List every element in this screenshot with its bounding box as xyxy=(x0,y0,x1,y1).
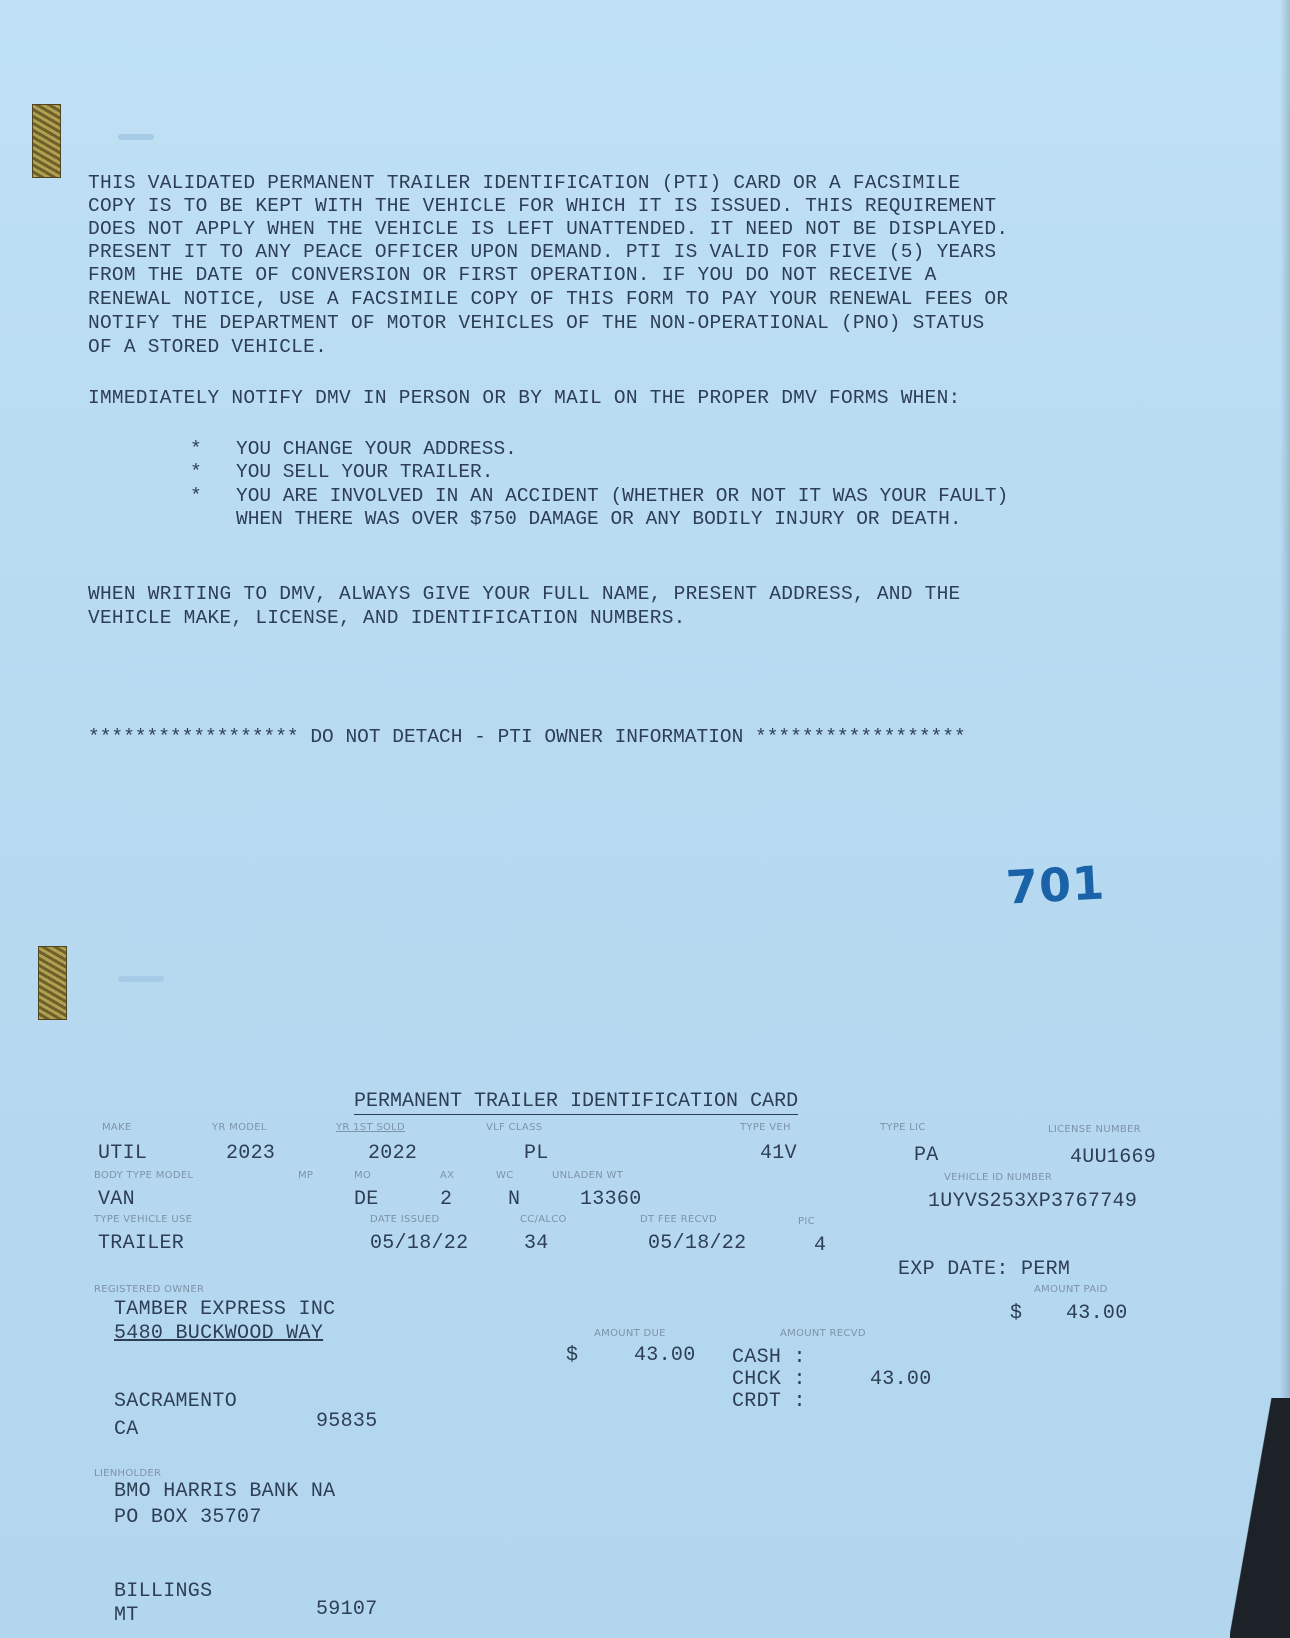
value-mo: DE xyxy=(354,1188,379,1211)
list-item xyxy=(190,438,1008,461)
notice-line: PRESENT IT TO ANY PEACE OFFICER UPON DEMAND. PTI IS VALID FOR FIVE (5) YEARS xyxy=(88,241,997,263)
cash-label: CASH : xyxy=(732,1346,806,1369)
owner-city: SACRAMENTO xyxy=(114,1390,238,1413)
crdt-label: CRDT : xyxy=(732,1390,806,1413)
label-unladen-wt: UNLADEN WT xyxy=(552,1170,624,1181)
label-ax: AX xyxy=(440,1170,455,1181)
label-pic: PIC xyxy=(798,1216,815,1227)
bullet-text: YOU SELL YOUR TRAILER. xyxy=(236,461,494,484)
bullet-star: * xyxy=(190,461,202,484)
value-wc: N xyxy=(508,1188,521,1211)
value-type-veh: 41V xyxy=(760,1142,797,1165)
owner-street: 5480 BUCKWOOD WAY xyxy=(114,1322,324,1345)
value-date-issued: 05/18/22 xyxy=(370,1232,469,1255)
value-pic: 4 xyxy=(814,1234,827,1257)
label-vlf-class: VLF CLASS xyxy=(486,1122,543,1133)
label-mo: MO xyxy=(354,1170,372,1181)
notify-heading: IMMEDIATELY NOTIFY DMV IN PERSON OR BY MAIL ON THE PROPER DMV FORMS WHEN: xyxy=(88,387,961,409)
label-type-vehicle-use: TYPE VEHICLE USE xyxy=(94,1214,193,1225)
chck-value: 43.00 xyxy=(870,1368,932,1391)
label-lienholder: LIENHOLDER xyxy=(94,1468,162,1479)
value-license-number: 4UU1669 xyxy=(1070,1146,1157,1169)
notice-line: RENEWAL NOTICE, USE A FACSIMILE COPY OF THIS FORM TO PAY YOUR RENEWAL FEES OR xyxy=(88,288,1009,310)
label-type-lic: TYPE LIC xyxy=(880,1122,926,1133)
label-type-veh: TYPE VEH xyxy=(740,1122,791,1133)
amount-paid-currency: $ xyxy=(1010,1302,1023,1325)
pti-card xyxy=(0,1090,1290,1638)
value-body-type-model: VAN xyxy=(98,1188,135,1211)
notice-line: THIS VALIDATED PERMANENT TRAILER IDENTIFICATION (PTI) CARD OR A FACSIMILE xyxy=(88,172,961,194)
label-amount-due: AMOUNT DUE xyxy=(594,1328,666,1339)
amount-paid-value: 43.00 xyxy=(1066,1302,1128,1325)
label-cc-alco: CC/ALCO xyxy=(520,1214,567,1225)
notice-line: DOES NOT APPLY WHEN THE VEHICLE IS LEFT UNATTENDED. IT NEED NOT BE DISPLAYED. xyxy=(88,218,1009,240)
label-yr-model: YR MODEL xyxy=(212,1122,267,1133)
label-registered-owner: REGISTERED OWNER xyxy=(94,1284,205,1295)
lienholder-street: PO BOX 35707 xyxy=(114,1506,262,1529)
notice-line: FROM THE DATE OF CONVERSION OR FIRST OPERATION. IF YOU DO NOT RECEIVE A xyxy=(88,264,937,286)
list-item xyxy=(190,485,1008,508)
binder-tab-bottom xyxy=(38,946,67,1020)
lienholder-state: MT xyxy=(114,1604,139,1627)
owner-zip: 95835 xyxy=(316,1410,378,1433)
value-ax: 2 xyxy=(440,1188,453,1211)
value-yr-1st-sold: 2022 xyxy=(368,1142,418,1165)
list-item xyxy=(190,461,1008,484)
value-cc-alco: 34 xyxy=(524,1232,549,1255)
exp-date: EXP DATE: PERM xyxy=(898,1258,1071,1281)
lienholder-city: BILLINGS xyxy=(114,1580,213,1603)
value-vlf-class: PL xyxy=(524,1142,549,1165)
handwritten-note: 701 xyxy=(1004,855,1107,915)
label-yr-1st-sold: YR 1ST SOLD xyxy=(336,1122,406,1133)
value-dt-fee-recvd: 05/18/22 xyxy=(648,1232,747,1255)
label-date-issued: DATE ISSUED xyxy=(370,1214,440,1225)
lienholder-zip: 59107 xyxy=(316,1598,378,1621)
chck-label: CHCK : xyxy=(732,1368,806,1391)
owner-name: TAMBER EXPRESS INC xyxy=(114,1298,336,1321)
notice-line: VEHICLE MAKE, LICENSE, AND IDENTIFICATION NUMBERS. xyxy=(88,607,686,629)
amount-due-value: 43.00 xyxy=(634,1344,696,1367)
value-type-vehicle-use: TRAILER xyxy=(98,1232,185,1255)
bullet-star: * xyxy=(190,438,202,460)
label-body-type-model: BODY TYPE MODEL xyxy=(94,1170,194,1181)
notify-list xyxy=(190,438,1008,532)
bullet-star: * xyxy=(190,484,202,507)
label-mp: MP xyxy=(298,1170,314,1181)
value-make: UTIL xyxy=(98,1142,148,1165)
owner-state: CA xyxy=(114,1418,139,1441)
label-dt-fee-recvd: DT FEE RECVD xyxy=(640,1214,717,1225)
notice-line: NOTIFY THE DEPARTMENT OF MOTOR VEHICLES OF THE NON-OPERATIONAL (PNO) STATUS xyxy=(88,312,985,334)
value-yr-model: 2023 xyxy=(226,1142,276,1165)
do-not-detach-divider: ****************** DO NOT DETACH - PTI OWNER INFORMATION ****************** xyxy=(88,726,966,748)
bullet-text: YOU CHANGE YOUR ADDRESS. xyxy=(236,438,517,460)
notice-line: OF A STORED VEHICLE. xyxy=(88,336,328,358)
bullet-text: YOU ARE INVOLVED IN AN ACCIDENT (WHETHER OR NOT IT WAS YOUR FAULT) xyxy=(236,484,1009,507)
label-amount-paid: AMOUNT PAID xyxy=(1034,1284,1108,1295)
value-type-lic: PA xyxy=(914,1144,939,1167)
bullet-text: WHEN THERE WAS OVER $750 DAMAGE OR ANY BODILY INJURY OR DEATH. xyxy=(236,508,962,531)
label-wc: WC xyxy=(496,1170,514,1181)
lienholder-name: BMO HARRIS BANK NA xyxy=(114,1480,336,1503)
card-title: PERMANENT TRAILER IDENTIFICATION CARD xyxy=(354,1090,799,1113)
label-amount-recvd: AMOUNT RECVD xyxy=(780,1328,866,1339)
label-vehicle-id-number: VEHICLE ID NUMBER xyxy=(944,1172,1053,1183)
ink-smudge-bottom xyxy=(118,976,164,982)
notice-line: COPY IS TO BE KEPT WITH THE VEHICLE FOR WHICH IT IS ISSUED. THIS REQUIREMENT xyxy=(88,195,997,217)
value-unladen-wt: 13360 xyxy=(580,1188,642,1211)
label-make: MAKE xyxy=(102,1122,132,1133)
ink-smudge-top xyxy=(118,134,154,140)
binder-tab-top xyxy=(32,104,61,178)
amount-due-currency: $ xyxy=(566,1344,579,1367)
list-item xyxy=(190,508,1008,531)
value-vehicle-id-number: 1UYVS253XP3767749 xyxy=(928,1190,1138,1213)
notice-line: WHEN WRITING TO DMV, ALWAYS GIVE YOUR FULL NAME, PRESENT ADDRESS, AND THE xyxy=(88,583,961,605)
label-license-number: LICENSE NUMBER xyxy=(1048,1124,1141,1135)
